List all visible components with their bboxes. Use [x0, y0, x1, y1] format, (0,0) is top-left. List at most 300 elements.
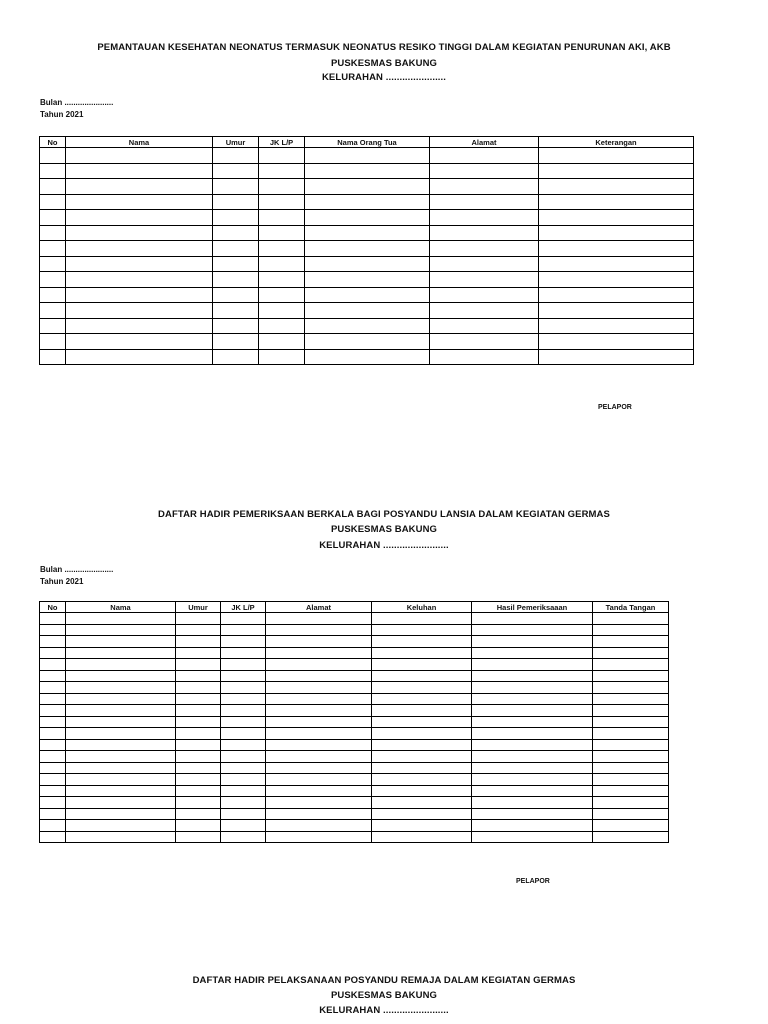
table-cell[interactable] — [539, 256, 694, 272]
table-cell[interactable] — [66, 670, 176, 682]
table-cell[interactable] — [266, 705, 372, 717]
table-cell[interactable] — [66, 210, 213, 226]
table-cell[interactable] — [472, 820, 593, 832]
table-cell[interactable] — [266, 785, 372, 797]
table-cell[interactable] — [66, 728, 176, 740]
table-cell[interactable] — [593, 670, 669, 682]
table-cell[interactable] — [40, 241, 66, 257]
table-cell[interactable] — [221, 716, 266, 728]
table-cell[interactable] — [221, 797, 266, 809]
table-cell[interactable] — [176, 820, 221, 832]
table-cell[interactable] — [372, 739, 472, 751]
table-cell[interactable] — [593, 716, 669, 728]
table-cell[interactable] — [221, 647, 266, 659]
table-cell[interactable] — [472, 659, 593, 671]
table-cell[interactable] — [66, 148, 213, 164]
table-cell[interactable] — [593, 797, 669, 809]
table-cell[interactable] — [266, 682, 372, 694]
table-cell[interactable] — [472, 693, 593, 705]
table-cell[interactable] — [66, 613, 176, 625]
table-cell[interactable] — [305, 148, 430, 164]
table-cell[interactable] — [472, 774, 593, 786]
table-cell[interactable] — [40, 334, 66, 350]
table-cell[interactable] — [40, 272, 66, 288]
table-row — [40, 272, 694, 288]
table-cell[interactable] — [213, 287, 259, 303]
table-row — [40, 670, 669, 682]
table-cell[interactable] — [40, 670, 66, 682]
table-cell[interactable] — [40, 820, 66, 832]
table-cell[interactable] — [593, 774, 669, 786]
table-cell[interactable] — [221, 705, 266, 717]
table-cell[interactable] — [266, 820, 372, 832]
table-cell[interactable] — [259, 210, 305, 226]
form2-bulan: Bulan ...................... — [40, 565, 114, 574]
table-cell[interactable] — [305, 349, 430, 365]
table-cell[interactable] — [305, 225, 430, 241]
table-cell[interactable] — [593, 739, 669, 751]
table-cell[interactable] — [176, 739, 221, 751]
table-cell[interactable] — [593, 682, 669, 694]
table-cell[interactable] — [430, 179, 539, 195]
table-cell[interactable] — [40, 693, 66, 705]
table-cell[interactable] — [593, 636, 669, 648]
column-header: Tanda Tangan — [593, 602, 669, 613]
table-cell[interactable] — [40, 163, 66, 179]
table-cell[interactable] — [430, 256, 539, 272]
table-cell[interactable] — [221, 820, 266, 832]
table-cell[interactable] — [266, 636, 372, 648]
table-cell[interactable] — [593, 647, 669, 659]
table-row — [40, 728, 669, 740]
table-cell[interactable] — [259, 256, 305, 272]
table-row — [40, 241, 694, 257]
table-cell[interactable] — [430, 194, 539, 210]
table-cell[interactable] — [472, 636, 593, 648]
table-cell[interactable] — [372, 751, 472, 763]
table-cell[interactable] — [372, 797, 472, 809]
table-cell[interactable] — [176, 705, 221, 717]
table-cell[interactable] — [430, 241, 539, 257]
table-cell[interactable] — [221, 659, 266, 671]
table-cell[interactable] — [372, 728, 472, 740]
table-cell[interactable] — [40, 287, 66, 303]
table-cell[interactable] — [593, 693, 669, 705]
table-cell[interactable] — [40, 613, 66, 625]
table-cell[interactable] — [539, 241, 694, 257]
table-cell[interactable] — [430, 349, 539, 365]
table-cell[interactable] — [40, 318, 66, 334]
table-cell[interactable] — [372, 716, 472, 728]
table-cell[interactable] — [593, 785, 669, 797]
table-cell[interactable] — [539, 334, 694, 350]
table-cell[interactable] — [372, 785, 472, 797]
table-cell[interactable] — [266, 716, 372, 728]
table-cell[interactable] — [176, 647, 221, 659]
table-cell[interactable] — [266, 670, 372, 682]
table-cell[interactable] — [66, 797, 176, 809]
table-cell[interactable] — [40, 256, 66, 272]
table-cell[interactable] — [221, 739, 266, 751]
table-cell[interactable] — [593, 659, 669, 671]
table-cell[interactable] — [176, 659, 221, 671]
table-row — [40, 682, 669, 694]
column-header: JK L/P — [259, 137, 305, 148]
table-cell[interactable] — [539, 194, 694, 210]
table-cell[interactable] — [66, 225, 213, 241]
table-cell[interactable] — [40, 808, 66, 820]
form1-title-line-2: PUSKESMAS BAKUNG — [330, 58, 438, 69]
table-cell[interactable] — [259, 241, 305, 257]
column-header: Umur — [213, 137, 259, 148]
table-cell[interactable] — [40, 647, 66, 659]
table-cell[interactable] — [593, 751, 669, 763]
table-cell[interactable] — [66, 194, 213, 210]
table-cell[interactable] — [40, 303, 66, 319]
table-cell[interactable] — [593, 831, 669, 843]
table-cell[interactable] — [66, 163, 213, 179]
table-cell[interactable] — [221, 808, 266, 820]
table-cell[interactable] — [66, 318, 213, 334]
form2-pelapor: PELAPOR — [516, 878, 550, 885]
table-cell[interactable] — [66, 762, 176, 774]
table-cell[interactable] — [372, 693, 472, 705]
form3-title-line-1: DAFTAR HADIR PELAKSANAAN POSYANDU REMAJA DALAM KEGIATAN GERMAS — [192, 975, 576, 986]
table-row — [40, 716, 669, 728]
table-cell[interactable] — [472, 647, 593, 659]
table-cell[interactable] — [430, 272, 539, 288]
table-cell[interactable] — [430, 303, 539, 319]
column-header: Nama — [66, 602, 176, 613]
table-cell[interactable] — [430, 334, 539, 350]
table-cell[interactable] — [66, 287, 213, 303]
table-cell[interactable] — [221, 831, 266, 843]
table-cell[interactable] — [372, 647, 472, 659]
table-cell[interactable] — [221, 624, 266, 636]
table-cell[interactable] — [472, 670, 593, 682]
table-cell[interactable] — [66, 716, 176, 728]
table-cell[interactable] — [176, 716, 221, 728]
table-cell[interactable] — [539, 318, 694, 334]
table-cell[interactable] — [593, 705, 669, 717]
table-cell[interactable] — [266, 613, 372, 625]
table-cell[interactable] — [372, 831, 472, 843]
table-cell[interactable] — [305, 194, 430, 210]
form2-table — [39, 601, 669, 843]
table-cell[interactable] — [430, 287, 539, 303]
table-row — [40, 624, 669, 636]
table-cell[interactable] — [266, 693, 372, 705]
table-row — [40, 739, 669, 751]
table-row — [40, 349, 694, 365]
table-row — [40, 148, 694, 164]
table-cell[interactable] — [539, 210, 694, 226]
table-cell[interactable] — [213, 349, 259, 365]
table-cell[interactable] — [305, 318, 430, 334]
table-cell[interactable] — [66, 751, 176, 763]
table-cell[interactable] — [213, 148, 259, 164]
table-cell[interactable] — [539, 349, 694, 365]
table-cell[interactable] — [372, 808, 472, 820]
table-cell[interactable] — [213, 256, 259, 272]
table-cell[interactable] — [66, 808, 176, 820]
table-cell[interactable] — [372, 820, 472, 832]
table-cell[interactable] — [40, 682, 66, 694]
table-cell[interactable] — [305, 287, 430, 303]
table-cell[interactable] — [176, 831, 221, 843]
table-cell[interactable] — [259, 272, 305, 288]
table-cell[interactable] — [266, 797, 372, 809]
table-cell[interactable] — [266, 739, 372, 751]
table-cell[interactable] — [40, 148, 66, 164]
table-cell[interactable] — [430, 318, 539, 334]
table-cell[interactable] — [305, 179, 430, 195]
table-cell[interactable] — [176, 762, 221, 774]
table-cell[interactable] — [305, 163, 430, 179]
table-cell[interactable] — [430, 148, 539, 164]
column-header: JK L/P — [221, 602, 266, 613]
table-cell[interactable] — [66, 739, 176, 751]
table-cell[interactable] — [472, 613, 593, 625]
table-cell[interactable] — [259, 334, 305, 350]
table-cell[interactable] — [305, 303, 430, 319]
table-cell[interactable] — [305, 272, 430, 288]
table-cell[interactable] — [40, 636, 66, 648]
table-cell[interactable] — [305, 334, 430, 350]
table-cell[interactable] — [259, 179, 305, 195]
form2-title-line-2: PUSKESMAS BAKUNG — [330, 524, 438, 535]
table-cell[interactable] — [221, 636, 266, 648]
table-cell[interactable] — [430, 163, 539, 179]
table-cell[interactable] — [40, 751, 66, 763]
table-cell[interactable] — [472, 785, 593, 797]
table-cell[interactable] — [221, 728, 266, 740]
table-cell[interactable] — [472, 797, 593, 809]
table-cell[interactable] — [176, 774, 221, 786]
table-cell[interactable] — [266, 808, 372, 820]
table-row — [40, 785, 669, 797]
table-cell[interactable] — [593, 624, 669, 636]
table-cell[interactable] — [259, 148, 305, 164]
table-cell[interactable] — [430, 225, 539, 241]
table-cell[interactable] — [213, 163, 259, 179]
table-cell[interactable] — [40, 785, 66, 797]
table-cell[interactable] — [40, 762, 66, 774]
table-cell[interactable] — [259, 318, 305, 334]
table-cell[interactable] — [40, 705, 66, 717]
table-cell[interactable] — [472, 762, 593, 774]
table-cell[interactable] — [176, 682, 221, 694]
table-cell[interactable] — [221, 785, 266, 797]
table-cell[interactable] — [176, 636, 221, 648]
table-cell[interactable] — [372, 774, 472, 786]
table-cell[interactable] — [372, 682, 472, 694]
table-cell[interactable] — [539, 148, 694, 164]
table-cell[interactable] — [176, 693, 221, 705]
table-cell[interactable] — [66, 659, 176, 671]
table-cell[interactable] — [593, 762, 669, 774]
table-cell[interactable] — [213, 194, 259, 210]
table-cell[interactable] — [472, 831, 593, 843]
column-header: Nama — [66, 137, 213, 148]
table-cell[interactable] — [539, 287, 694, 303]
table-cell[interactable] — [213, 241, 259, 257]
table-cell[interactable] — [259, 225, 305, 241]
table-cell[interactable] — [372, 705, 472, 717]
table-cell[interactable] — [176, 751, 221, 763]
table-cell[interactable] — [372, 659, 472, 671]
table-cell[interactable] — [66, 705, 176, 717]
table-cell[interactable] — [40, 225, 66, 241]
table-cell[interactable] — [213, 225, 259, 241]
table-cell[interactable] — [176, 670, 221, 682]
table-cell[interactable] — [539, 303, 694, 319]
table-cell[interactable] — [259, 163, 305, 179]
table-cell[interactable] — [539, 272, 694, 288]
form1-title-line-1: PEMANTAUAN KESEHATAN NEONATUS TERMASUK NEONATUS RESIKO TINGGI DALAM KEGIATAN PENURUNAN AKI, AKB — [97, 42, 671, 53]
table-cell[interactable] — [66, 820, 176, 832]
table-cell[interactable] — [66, 272, 213, 288]
table-cell[interactable] — [66, 785, 176, 797]
table-row — [40, 647, 669, 659]
table-cell[interactable] — [66, 256, 213, 272]
table-cell[interactable] — [305, 241, 430, 257]
table-cell[interactable] — [66, 831, 176, 843]
table-cell[interactable] — [40, 659, 66, 671]
table-cell[interactable] — [472, 705, 593, 717]
column-header: Keluhan — [372, 602, 472, 613]
table-cell[interactable] — [372, 613, 472, 625]
table-cell[interactable] — [266, 774, 372, 786]
table-row — [40, 762, 669, 774]
table-cell[interactable] — [593, 728, 669, 740]
table-cell[interactable] — [40, 774, 66, 786]
table-cell[interactable] — [176, 624, 221, 636]
table-cell[interactable] — [176, 613, 221, 625]
table-cell[interactable] — [539, 163, 694, 179]
table-cell[interactable] — [472, 751, 593, 763]
table-cell[interactable] — [221, 670, 266, 682]
table-cell[interactable] — [176, 785, 221, 797]
table-cell[interactable] — [259, 303, 305, 319]
table-cell[interactable] — [66, 179, 213, 195]
table-cell[interactable] — [430, 210, 539, 226]
table-cell[interactable] — [66, 682, 176, 694]
table-cell[interactable] — [176, 808, 221, 820]
column-header: Umur — [176, 602, 221, 613]
table-cell[interactable] — [593, 820, 669, 832]
table-cell[interactable] — [266, 751, 372, 763]
table-cell[interactable] — [539, 225, 694, 241]
table-cell[interactable] — [539, 179, 694, 195]
table-row — [40, 334, 694, 350]
form3-title-line-3: KELURAHAN ........................ — [319, 1005, 449, 1016]
table-cell[interactable] — [472, 808, 593, 820]
table-cell[interactable] — [372, 624, 472, 636]
table-cell[interactable] — [213, 210, 259, 226]
table-row — [40, 256, 694, 272]
form1-bulan: Bulan ...................... — [40, 98, 114, 107]
table-cell[interactable] — [213, 272, 259, 288]
table-cell[interactable] — [66, 647, 176, 659]
table-cell[interactable] — [372, 636, 472, 648]
table-cell[interactable] — [472, 682, 593, 694]
table-cell[interactable] — [259, 194, 305, 210]
table-row — [40, 808, 669, 820]
table-cell[interactable] — [305, 210, 430, 226]
table-cell[interactable] — [213, 334, 259, 350]
table-cell[interactable] — [213, 318, 259, 334]
table-row — [40, 210, 694, 226]
table-cell[interactable] — [176, 728, 221, 740]
table-cell[interactable] — [66, 241, 213, 257]
table-cell[interactable] — [66, 624, 176, 636]
table-cell[interactable] — [266, 728, 372, 740]
table-cell[interactable] — [40, 194, 66, 210]
table-cell[interactable] — [66, 349, 213, 365]
table-cell[interactable] — [40, 716, 66, 728]
table-cell[interactable] — [266, 762, 372, 774]
table-cell[interactable] — [66, 774, 176, 786]
table-cell[interactable] — [213, 179, 259, 195]
table-cell[interactable] — [66, 334, 213, 350]
table-cell[interactable] — [259, 349, 305, 365]
table-cell[interactable] — [266, 831, 372, 843]
table-cell[interactable] — [40, 349, 66, 365]
table-cell[interactable] — [176, 797, 221, 809]
table-cell[interactable] — [40, 179, 66, 195]
table-cell[interactable] — [472, 716, 593, 728]
table-cell[interactable] — [472, 624, 593, 636]
table-cell[interactable] — [266, 647, 372, 659]
table-row — [40, 225, 694, 241]
table-cell[interactable] — [266, 659, 372, 671]
table-cell[interactable] — [259, 287, 305, 303]
table-row — [40, 659, 669, 671]
form2-title-line-1: DAFTAR HADIR PEMERIKSAAN BERKALA BAGI POSYANDU LANSIA DALAM KEGIATAN GERMAS — [158, 509, 610, 520]
table-cell[interactable] — [221, 762, 266, 774]
table-cell[interactable] — [593, 613, 669, 625]
table-cell[interactable] — [40, 210, 66, 226]
table-cell[interactable] — [66, 303, 213, 319]
table-cell[interactable] — [221, 774, 266, 786]
table-cell[interactable] — [593, 808, 669, 820]
table-cell[interactable] — [472, 739, 593, 751]
table-cell[interactable] — [213, 303, 259, 319]
table-cell[interactable] — [66, 693, 176, 705]
table-cell[interactable] — [40, 624, 66, 636]
table-cell[interactable] — [40, 728, 66, 740]
table-cell[interactable] — [221, 613, 266, 625]
table-cell[interactable] — [40, 739, 66, 751]
table-cell[interactable] — [221, 693, 266, 705]
table-cell[interactable] — [221, 682, 266, 694]
table-cell[interactable] — [372, 762, 472, 774]
form1-table — [39, 136, 694, 365]
table-cell[interactable] — [40, 797, 66, 809]
form1-pelapor: PELAPOR — [598, 404, 632, 411]
table-cell[interactable] — [372, 670, 472, 682]
table-cell[interactable] — [221, 751, 266, 763]
table-cell[interactable] — [305, 256, 430, 272]
table-cell[interactable] — [66, 636, 176, 648]
form2-tahun: Tahun 2021 — [40, 577, 84, 586]
table-row — [40, 705, 669, 717]
table-cell[interactable] — [40, 831, 66, 843]
table-cell[interactable] — [266, 624, 372, 636]
table-row — [40, 613, 669, 625]
table-cell[interactable] — [472, 728, 593, 740]
